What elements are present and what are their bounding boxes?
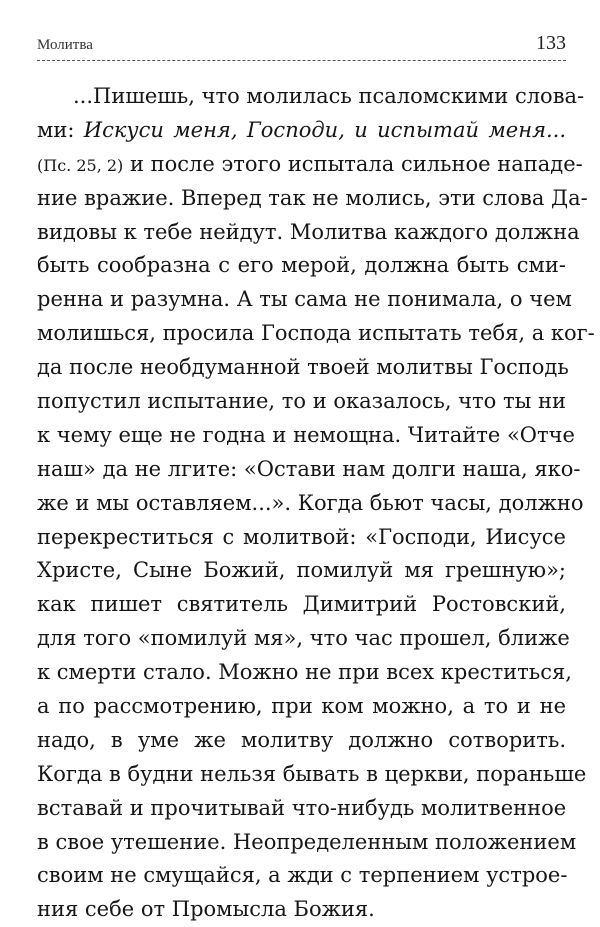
text-line xyxy=(37,148,583,182)
text-line xyxy=(37,724,566,758)
text-line xyxy=(37,216,580,250)
text-line xyxy=(37,351,569,385)
text-segment: Когда в будни нельзя бывать в церкви, пораньше xyxy=(37,761,587,786)
text-segment: быть сообразна с его мерой, должна быть сми- xyxy=(37,253,566,278)
text-segment: к смерти стало. Можно не при всех креститься, xyxy=(37,660,572,685)
italic-quote: Искуси меня, Господи, и испытай меня... xyxy=(83,117,566,142)
text-line xyxy=(37,656,572,690)
text-segment: видовы к тебе нейдут. Молитва каждого должна xyxy=(37,219,580,244)
running-title: Молитва xyxy=(37,37,93,53)
scripture-reference: (Пс. 25, 2) xyxy=(37,155,124,175)
text-line xyxy=(37,283,572,317)
text-line xyxy=(37,826,577,860)
text-line xyxy=(37,80,585,114)
text-segment: для того «помилуй мя», что час прошел, ближе xyxy=(37,626,570,651)
text-segment: ние вражие. Вперед так не молись, эти слова Да- xyxy=(37,185,588,210)
text-line xyxy=(37,893,566,927)
text-line xyxy=(37,249,566,283)
text-segment: и после этого испытала сильное нападе- xyxy=(123,151,583,176)
text-segment: перекреститься с молитвой: «Господи, Иисусе xyxy=(37,524,566,549)
text-segment: ...Пишешь, что молилась псаломскими слова- xyxy=(73,84,585,108)
text-segment: попустил испытание, то и оказалось, что ты ни xyxy=(37,389,566,414)
text-line xyxy=(37,182,588,216)
text-segment: как пишет святитель Димитрий Ростовский, xyxy=(37,592,566,617)
running-header xyxy=(37,28,566,61)
text-segment: наш» да не лгите: «Остави нам долги наша, яко- xyxy=(37,456,581,481)
text-line xyxy=(37,521,566,555)
text-line xyxy=(37,792,566,826)
text-line xyxy=(37,554,566,588)
text-segment: ния себе от Промысла Божия. xyxy=(37,897,375,922)
text-segment: своим не смущайся, а жди с терпением устрое- xyxy=(37,863,568,888)
text-line xyxy=(37,114,566,148)
text-segment: да после необдуманной твоей молитвы Господь xyxy=(37,355,569,380)
text-segment: Христе, Сыне Божий, помилуй мя грешную»; xyxy=(37,558,566,583)
text-line xyxy=(37,758,587,792)
text-segment: в свое утешение. Неопределенным положением xyxy=(37,829,577,854)
text-segment: молишься, просила Господа испытать тебя, а ког- xyxy=(37,321,595,346)
text-segment: к чему еще не годна и немощна. Читайте «Отче xyxy=(37,422,575,447)
body-text xyxy=(37,80,595,927)
text-segment: вставай и прочитывай что-нибудь молитвенное xyxy=(37,795,567,820)
text-line xyxy=(37,690,566,724)
text-segment: ми: xyxy=(37,117,84,142)
text-line xyxy=(37,385,566,419)
text-line xyxy=(37,487,584,521)
page-number: 133 xyxy=(536,32,566,54)
text-line xyxy=(37,419,575,453)
text-segment: а по рассмотрению, при ком можно, а то и не xyxy=(37,694,566,719)
text-segment: ренна и разумна. А ты сама не понимала, о чем xyxy=(37,287,572,312)
text-line xyxy=(37,317,595,351)
text-line xyxy=(37,588,566,622)
text-line xyxy=(37,859,566,893)
text-segment: же и мы оставляем...». Когда бьют часы, должно xyxy=(37,490,584,515)
text-segment: надо, в уме же молитву должно сотворить. xyxy=(37,727,566,752)
text-line xyxy=(37,453,581,487)
text-line xyxy=(37,622,570,656)
